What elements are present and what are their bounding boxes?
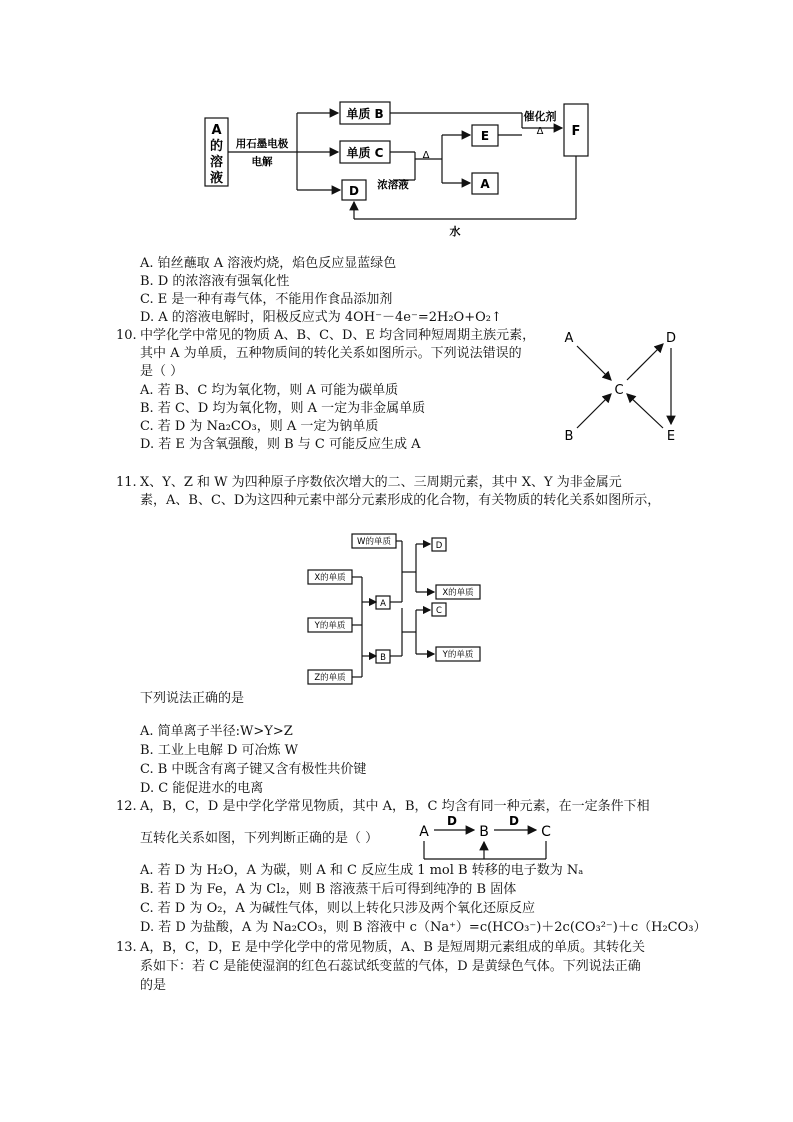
q11-y-out-label: Y的单质 bbox=[442, 650, 474, 660]
q10-option-b: B. 若 C、D 均为氧化物，则 A 一定为非金属单质 bbox=[140, 401, 426, 416]
q11-option-d: D. C 能促进水的电离 bbox=[140, 781, 264, 796]
a-box-line2: 的 bbox=[209, 139, 224, 154]
q10-fig-b: B bbox=[564, 429, 574, 444]
e-box-label: E bbox=[480, 129, 490, 143]
conc-label: 浓溶液 bbox=[377, 179, 409, 191]
electrolysis-label-2: 电解 bbox=[251, 156, 273, 168]
q11-number: 11. bbox=[116, 475, 137, 490]
q10-line-2: 其中 A 为单质，五种物质间的转化关系如图所示。下列说法错误的 bbox=[140, 346, 522, 361]
heat-label-1: Δ bbox=[536, 126, 544, 137]
a-box-line1: A bbox=[211, 123, 222, 138]
q12-fig-b: B bbox=[479, 824, 489, 840]
q11-d-label: D bbox=[435, 541, 443, 551]
q10-arrow-b-c bbox=[577, 394, 611, 428]
q10-arrow-e-c bbox=[627, 394, 663, 428]
q11-b-label: B bbox=[380, 653, 386, 663]
q13-line-2: 系如下：若 C 是能使湿润的红色石蕊试纸变蓝的气体，D 是黄绿色气体。下列说法正确 bbox=[140, 959, 641, 974]
q11-a-label: A bbox=[380, 599, 386, 609]
q13-number: 13. bbox=[116, 940, 137, 955]
q10-arrow-a-c bbox=[577, 346, 611, 380]
f-box-label: F bbox=[571, 124, 581, 139]
q9-option-c: C. E 是一种有毒气体，不能用作食品添加剂 bbox=[140, 292, 393, 307]
q11-prompt: 下列说法正确的是 bbox=[140, 691, 245, 706]
q10-option-a: A. 若 B、C 均为氧化物，则 A 可能为碳单质 bbox=[140, 383, 399, 398]
q10-line-3: 是（ ） bbox=[140, 364, 184, 379]
water-label: 水 bbox=[449, 225, 461, 238]
q10-arrow-c-d bbox=[627, 344, 663, 380]
q11-c-label: C bbox=[436, 606, 442, 616]
b-box-label: 单质 B bbox=[346, 107, 384, 121]
q10-fig-a: A bbox=[564, 331, 574, 346]
q12-option-c: C. 若 D 为 O₂，A 为碱性气体，则以上转化只涉及两个氧化还原反应 bbox=[140, 901, 535, 916]
q10-line-1: 中学化学中常见的物质 A、B、C、D、E 均含同种短周期主族元素， bbox=[140, 328, 536, 343]
q10-number: 10. bbox=[116, 328, 137, 343]
q10-x-diagram bbox=[555, 328, 695, 448]
q12-option-d: D. 若 D 为盐酸，A 为 Na₂CO₃，则 B 溶液中 c（Na⁺）=c(HCO₃⁻)＋2c(CO₃²⁻)＋c（H₂CO₃） bbox=[140, 920, 707, 935]
q12-line-2: 互转化关系如图，下列判断正确的是（ ） bbox=[140, 831, 379, 846]
q12-option-a: A. 若 D 为 H₂O，A 为碳，则 A 和 C 反应生成 1 mol B 转移的电子数为 Nₐ bbox=[140, 863, 584, 878]
q11-x-label: X的单质 bbox=[314, 573, 346, 583]
q10-fig-d: D bbox=[665, 331, 677, 346]
q12-fig-d1: D bbox=[447, 815, 457, 828]
q10-option-c: C. 若 D 为 Na₂CO₃，则 A 一定为钠单质 bbox=[140, 419, 379, 434]
q9-option-b: B. D 的浓溶液有强氧化性 bbox=[140, 274, 290, 289]
q13-line-3: 的是 bbox=[140, 978, 167, 993]
catalyst-label: 催化剂 bbox=[523, 110, 557, 123]
q10-fig-c: C bbox=[614, 383, 624, 398]
q12-fig-a: A bbox=[419, 824, 429, 840]
q11-y-label: Y的单质 bbox=[314, 621, 346, 631]
d-box-label: D bbox=[349, 184, 359, 198]
q11-w-label: W的单质 bbox=[357, 537, 391, 547]
q12-line-1: A，B，C，D 是中学化学常见物质，其中 A，B，C 均含有同一种元素，在一定条件下相 bbox=[140, 799, 650, 814]
q12-chain-diagram bbox=[410, 815, 560, 865]
a-box-line4: 液 bbox=[209, 171, 224, 186]
q12-fig-c: C bbox=[541, 824, 551, 840]
q12-fig-d2: D bbox=[509, 815, 519, 828]
a-box-line3: 溶 bbox=[209, 155, 224, 170]
q9-option-d: D. A 的溶液电解时，阳极反应式为 4OH⁻－4e⁻=2H₂O+O₂↑ bbox=[140, 310, 502, 325]
q11-z-label: Z的单质 bbox=[314, 673, 346, 683]
q11-line-2: 素，A、B、C、D为这四种元素中部分元素形成的化合物，有关物质的转化关系如图所示， bbox=[140, 493, 661, 508]
q11-option-a: A. 简单离子半径:W>Y>Z bbox=[140, 724, 293, 739]
q12-option-b: B. 若 D 为 Fe，A 为 Cl₂，则 B 溶液蒸干后可得到纯净的 B 固体 bbox=[140, 882, 517, 897]
q10-option-d: D. 若 E 为含氧强酸，则 B 与 C 可能反应生成 A bbox=[140, 437, 421, 452]
heat-label-2: Δ bbox=[422, 150, 430, 161]
q9-option-a: A. 铂丝蘸取 A 溶液灼烧，焰色反应显蓝绿色 bbox=[140, 256, 397, 271]
q11-flow-diagram bbox=[300, 528, 520, 688]
q11-x-out-label: X的单质 bbox=[442, 588, 474, 598]
a2-box-label: A bbox=[480, 177, 490, 191]
electrolysis-label-1: 用石墨电极 bbox=[235, 138, 289, 150]
q9-flow-diagram bbox=[0, 0, 793, 245]
c-box-label: 单质 C bbox=[346, 146, 384, 160]
q10-fig-e: E bbox=[666, 429, 676, 444]
q11-line-1: X、Y、Z 和 W 为四种原子序数依次增大的二、三周期元素，其中 X、Y 为非金属元 bbox=[140, 475, 622, 490]
q12-number: 12. bbox=[116, 799, 137, 814]
q13-line-1: A，B，C，D，E 是中学化学中的常见物质，A、B 是短周期元素组成的单质。其转化关 bbox=[140, 940, 646, 955]
q11-option-c: C. B 中既含有离子键又含有极性共价键 bbox=[140, 762, 367, 777]
q11-option-b: B. 工业上电解 D 可冶炼 W bbox=[140, 743, 298, 758]
